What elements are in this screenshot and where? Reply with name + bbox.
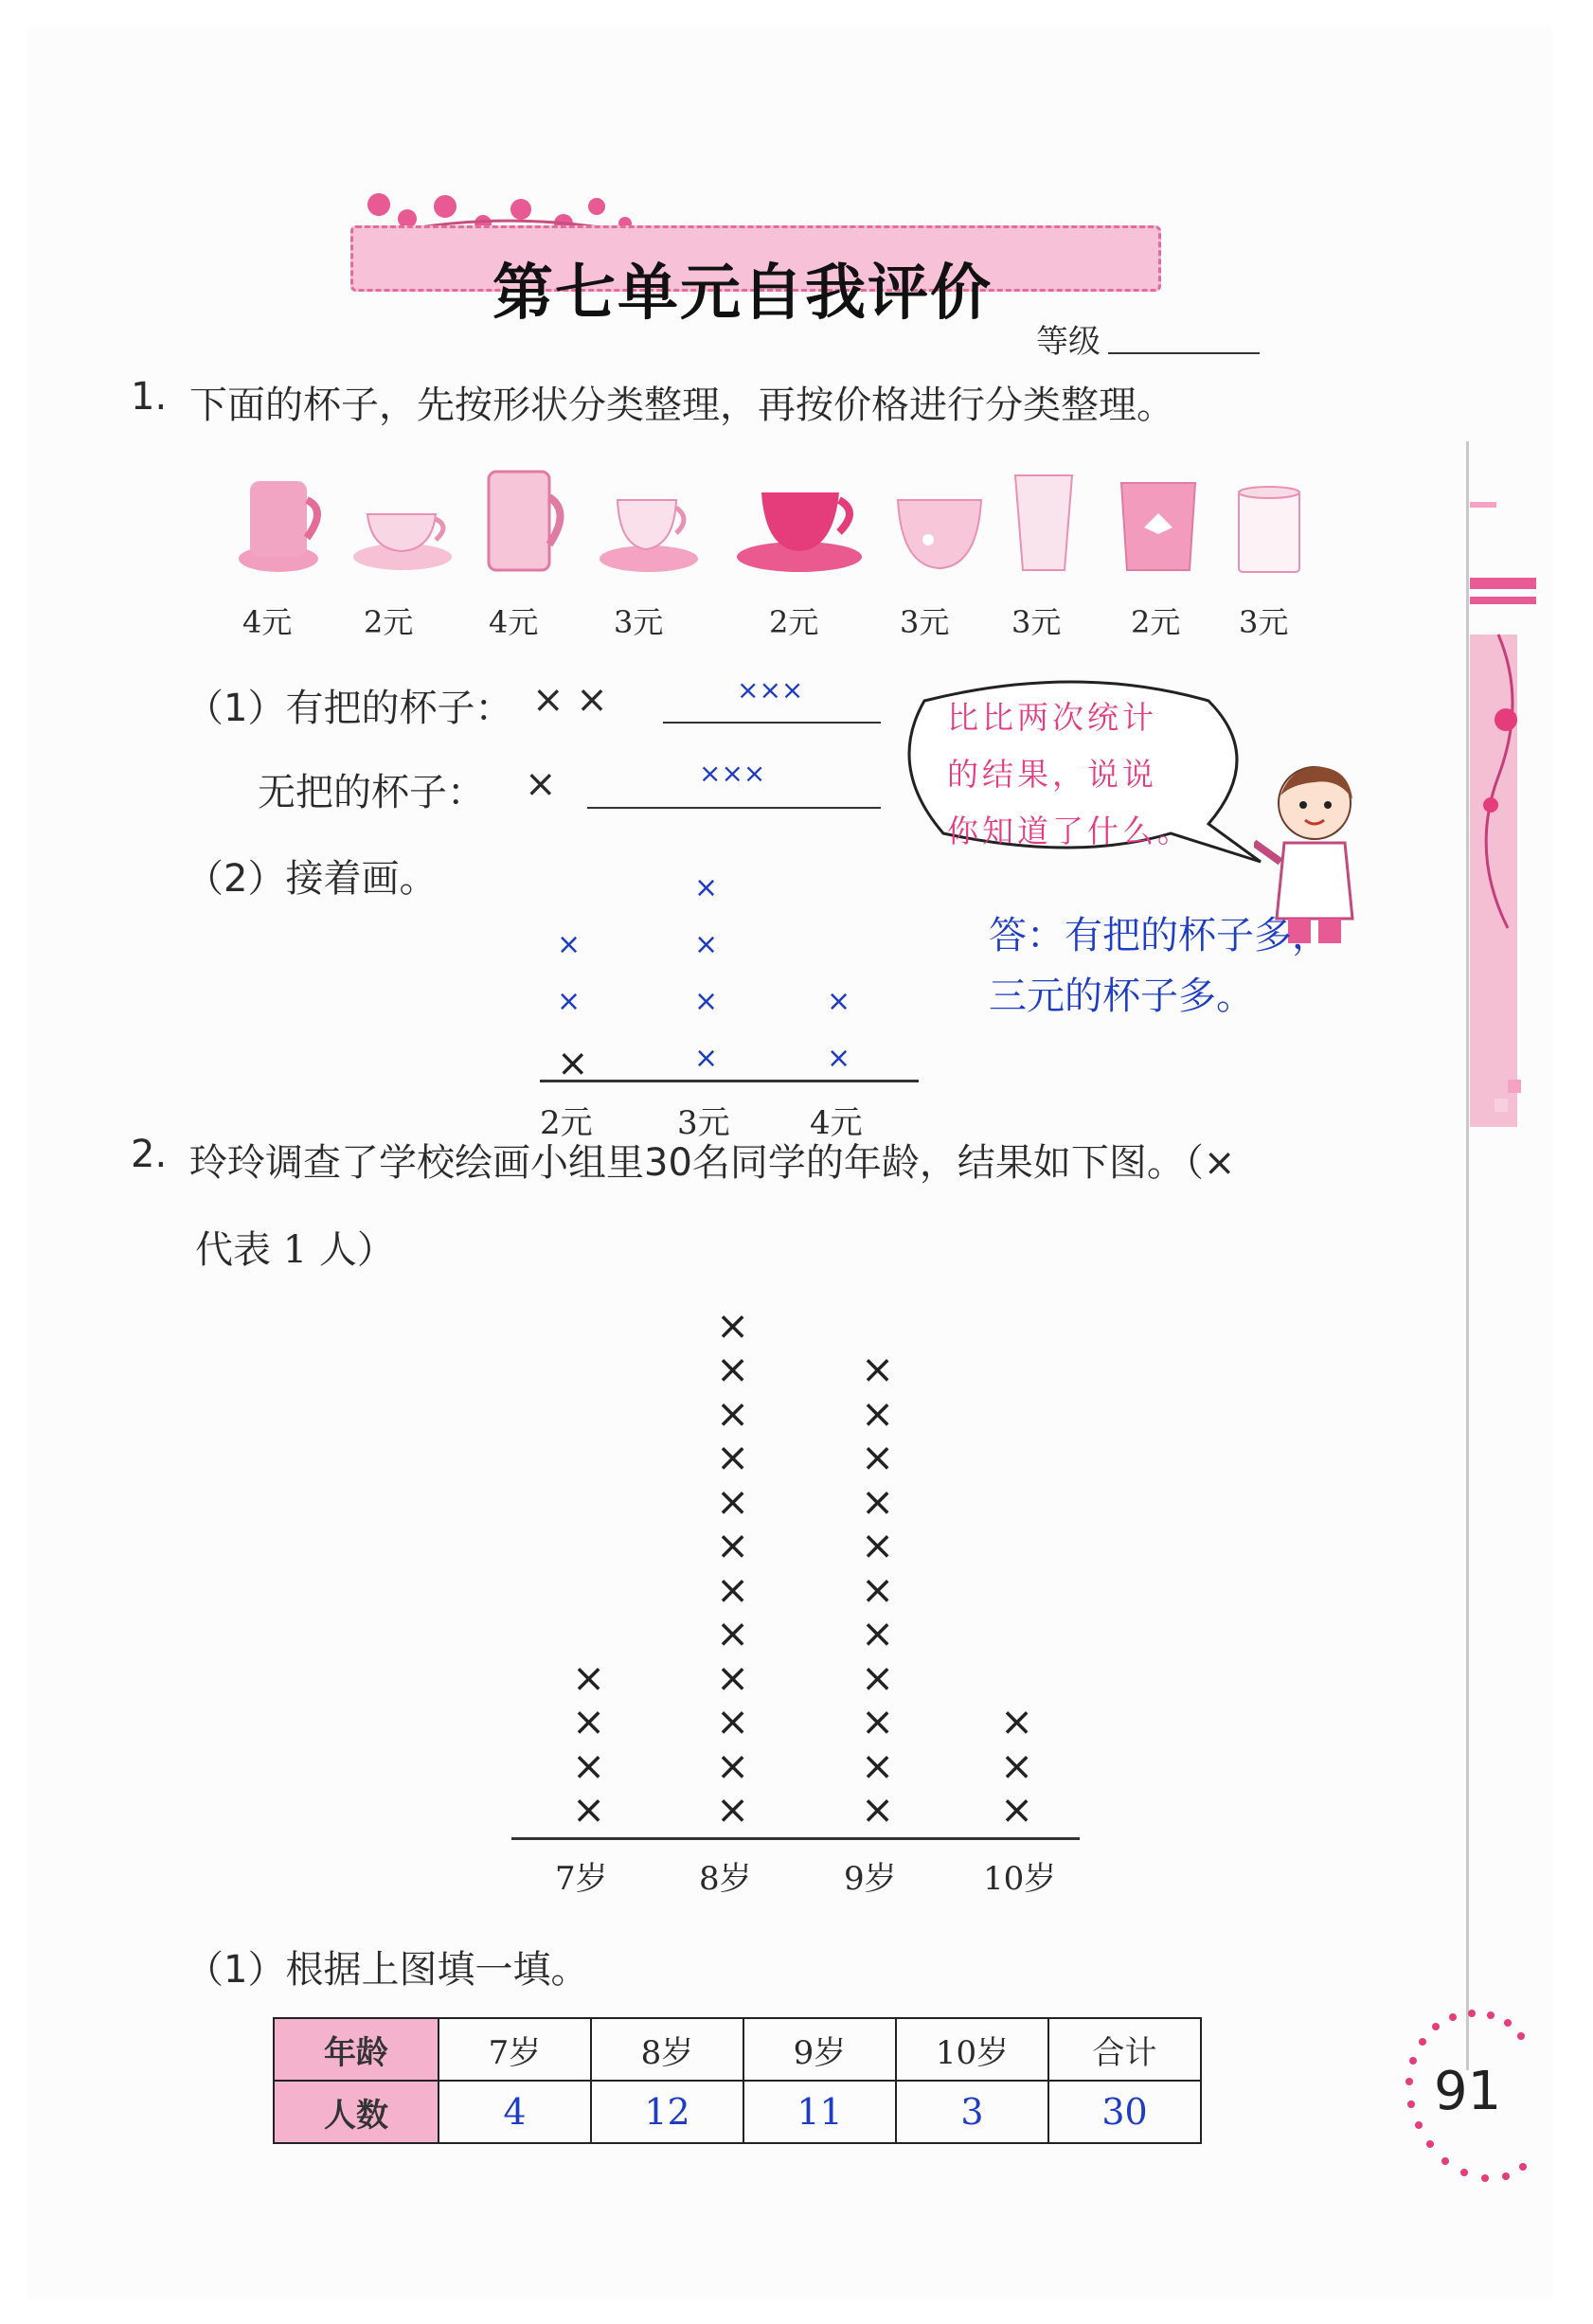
plot-mark: × [694, 985, 719, 1018]
chart-mark: × [716, 1654, 750, 1701]
chart-mark: × [861, 1742, 895, 1789]
table-cell: 30 [1048, 2081, 1201, 2143]
age-plot [511, 1297, 1118, 1898]
bubble-line: 的结果，说说 [947, 756, 1157, 793]
chart-mark: × [716, 1389, 750, 1437]
table-cell: 7岁 [439, 2018, 591, 2081]
price-label: 3元 [1011, 604, 1062, 640]
teacup-saucer-icon [350, 491, 455, 576]
chart-mark: × [716, 1434, 750, 1480]
q2-number: 2. [131, 1133, 168, 1176]
q1-part2-label: （2）接着画。 [186, 857, 438, 901]
chart-tick-label: 10岁 [983, 1860, 1057, 1898]
small-teacup-icon [597, 481, 701, 576]
chart-mark: × [572, 1698, 606, 1744]
mug-icon [481, 464, 571, 578]
chart-mark: × [861, 1786, 895, 1832]
table-row [274, 2081, 1201, 2143]
price-label: 4元 [489, 604, 539, 640]
pink-side-decoration-icon [1470, 492, 1536, 1155]
answer-blank [663, 722, 881, 724]
q2-text: 玲玲调查了学校绘画小组里30名同学的年龄，结果如下图。（× [189, 1141, 1236, 1185]
plot-mark: × [694, 1042, 719, 1075]
plot-mark: × [557, 928, 582, 961]
price-label: 2元 [364, 604, 414, 640]
margin-line [1466, 441, 1469, 2070]
bird-cup-icon [1116, 475, 1201, 578]
answer-blank [587, 807, 881, 809]
chart-tick-label: 9岁 [844, 1860, 897, 1898]
chart-mark: × [716, 1786, 750, 1832]
chart-mark: × [716, 1522, 750, 1568]
chart-mark: × [861, 1346, 895, 1392]
chart-tick-label: 7岁 [555, 1860, 608, 1898]
plot-mark: × [694, 871, 719, 904]
chart-mark: × [716, 1477, 750, 1525]
q1-text: 下面的杯子，先按形状分类整理，再按价格进行分类整理。 [189, 384, 1174, 427]
table-cell: 3 [896, 2081, 1048, 2143]
tall-cup-icon [1008, 468, 1080, 578]
page-title: 第七单元自我评价 [492, 258, 993, 329]
q1-answer-line: 三元的杯子多。 [989, 974, 1254, 1018]
table-cell: 4 [439, 2081, 591, 2143]
plot-tick-label: 4元 [810, 1104, 863, 1142]
grade-blank [1108, 352, 1260, 354]
age-table [273, 2017, 1202, 2144]
chart-mark: × [1000, 1698, 1034, 1744]
chart-mark: × [572, 1786, 606, 1832]
plot-mark: × [557, 985, 582, 1018]
cup-with-handle-icon [235, 472, 330, 578]
table-row [274, 2018, 1201, 2081]
plot-tick-label: 2元 [540, 1104, 593, 1142]
chart-mark: × [861, 1610, 895, 1656]
chart-mark: × [1000, 1742, 1034, 1789]
plot-tick-label: 3元 [677, 1104, 730, 1142]
q1-answer-line: 答：有把的杯子多， [989, 914, 1330, 957]
plot-axis [540, 1080, 919, 1082]
table-cell: 12 [591, 2081, 743, 2143]
red-teacup-icon [735, 474, 868, 578]
chart-mark: × [716, 1565, 750, 1613]
table-header-age: 年龄 [274, 2018, 439, 2081]
plot-mark: × [557, 1042, 589, 1085]
table-cell: 11 [743, 2081, 896, 2143]
plot-mark: × [827, 1042, 851, 1075]
price-label: 3元 [1239, 604, 1289, 640]
price-label: 3元 [900, 604, 950, 640]
chart-tick-label: 8岁 [699, 1860, 752, 1898]
q1-part1b-marks: × [525, 762, 557, 806]
q1-part1-label: （1）有把的杯子： [186, 687, 513, 730]
table-cell: 合计 [1048, 2018, 1201, 2081]
chart-mark: × [861, 1698, 895, 1744]
price-label: 2元 [1131, 604, 1181, 640]
chart-axis [511, 1837, 1080, 1840]
chart-mark: × [861, 1522, 895, 1568]
q1-plot [530, 824, 928, 1142]
chart-mark: × [716, 1742, 750, 1789]
q1-number: 1. [131, 375, 168, 419]
price-label: 3元 [614, 604, 664, 640]
q2-text-cont: 代表 1 人） [195, 1228, 395, 1272]
chart-mark: × [861, 1654, 895, 1701]
q1-part1b-label: 无把的杯子： [258, 771, 485, 814]
chart-mark: × [861, 1477, 895, 1525]
price-label: 4元 [242, 604, 293, 640]
chart-mark: × [861, 1434, 895, 1480]
chart-mark: × [572, 1654, 606, 1701]
price-label: 2元 [769, 604, 819, 640]
chart-mark: × [716, 1698, 750, 1744]
chart-mark: × [716, 1610, 750, 1656]
grade-label: 等级 [1036, 323, 1101, 361]
plot-mark: × [694, 928, 719, 961]
q1-part1-answer: ××× [737, 674, 804, 706]
bubble-line: 你知道了什么。 [947, 813, 1192, 849]
chart-mark: × [716, 1301, 750, 1349]
chart-mark: × [716, 1346, 750, 1392]
q1-part1b-answer: ××× [699, 758, 766, 789]
q2-sub1-label: （1）根据上图填一填。 [186, 1948, 589, 1992]
bowl-cup-icon [892, 481, 987, 576]
chart-mark: × [1000, 1786, 1034, 1832]
table-cell: 10岁 [896, 2018, 1048, 2081]
chart-mark: × [572, 1742, 606, 1789]
q1-part1-marks: × × [532, 678, 608, 722]
table-header-count: 人数 [274, 2081, 439, 2143]
page-number: 91 [1434, 2061, 1502, 2122]
table-cell: 9岁 [743, 2018, 896, 2081]
table-cell: 8岁 [591, 2018, 743, 2081]
chart-mark: × [861, 1565, 895, 1613]
plain-cup-icon [1231, 483, 1307, 578]
chart-mark: × [861, 1389, 895, 1437]
bubble-line: 比比两次统计 [947, 699, 1157, 736]
plot-mark: × [827, 985, 851, 1018]
